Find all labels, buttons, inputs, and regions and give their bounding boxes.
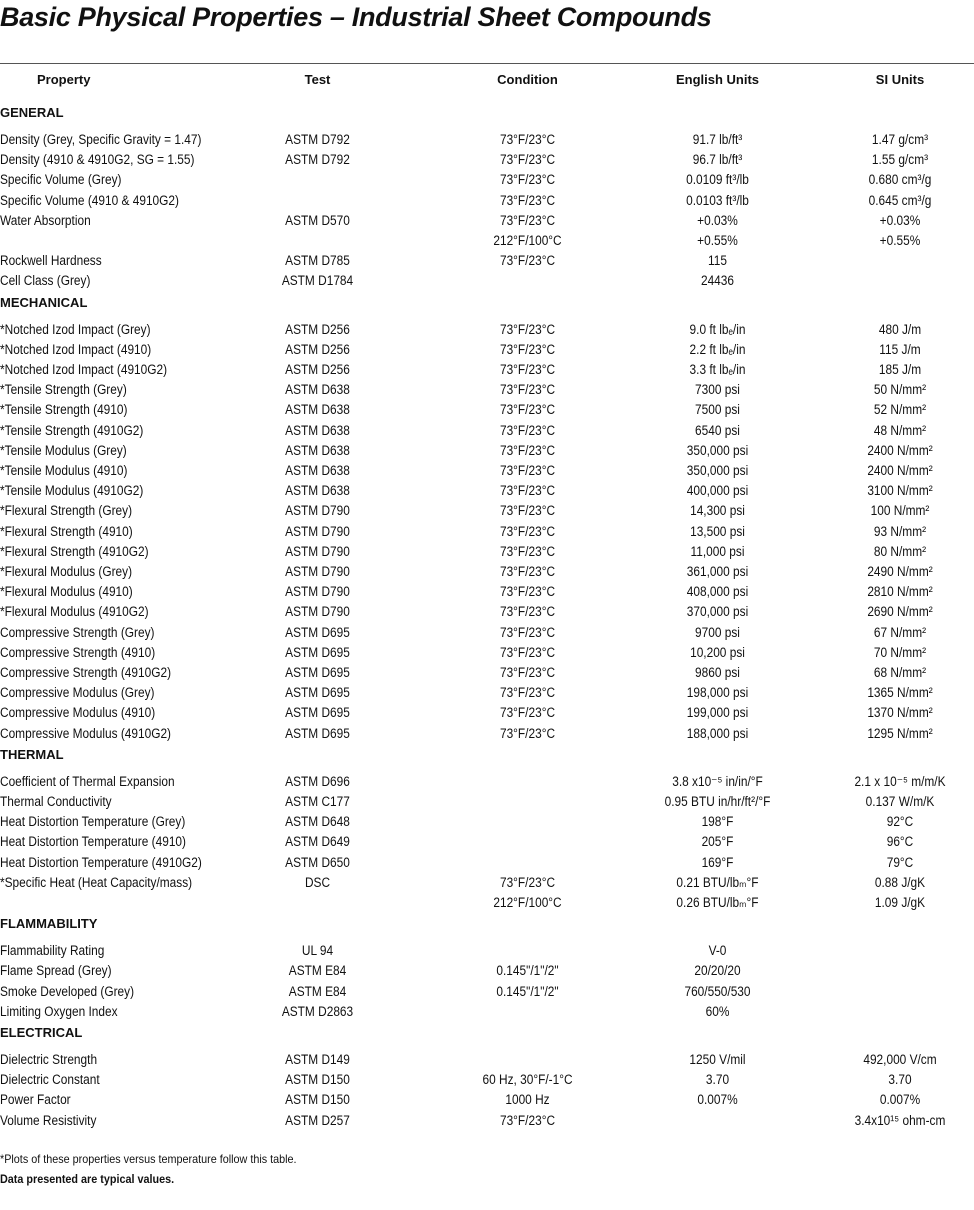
cell-english: 14,300 psi	[690, 503, 745, 519]
table-row	[0, 542, 974, 562]
cell-property: *Flexural Modulus (4910G2)	[0, 604, 149, 620]
cell-si: 67 N/mm²	[873, 624, 927, 640]
section-heading-flammability	[0, 914, 974, 934]
cell-property: Heat Distortion Temperature (Grey)	[0, 814, 186, 830]
cell-si: 52 N/mm²	[873, 402, 927, 418]
cell-condition: 0.145"/1"/2"	[496, 963, 559, 979]
table-row	[0, 1050, 974, 1070]
table-row	[0, 522, 974, 542]
cell-english: 0.0109 ft³/lb	[686, 172, 749, 188]
table-row	[0, 1070, 974, 1090]
cell-english: 115	[708, 253, 727, 269]
cell-property: *Tensile Modulus (4910)	[0, 463, 128, 478]
table-row	[0, 251, 974, 271]
cell-condition: 60 Hz, 30°F/-1°C	[482, 1072, 573, 1088]
cell-english: 0.26 BTU/lbₘ°F	[676, 895, 759, 910]
cell-property: Compressive Modulus (4910G2)	[0, 725, 172, 741]
cell-property: *Flexural Strength (4910G2)	[0, 543, 149, 559]
cell-condition: 73°F/23°C	[499, 341, 556, 357]
cell-english: 169°F	[701, 854, 734, 870]
cell-condition: 73°F/23°C	[499, 483, 556, 499]
cell-property: *Tensile Strength (Grey)	[0, 382, 127, 398]
section-label: THERMAL	[0, 746, 64, 762]
cell-property: Heat Distortion Temperature (4910)	[0, 834, 186, 850]
cell-condition: 73°F/23°C	[499, 212, 556, 228]
table-row	[0, 683, 974, 703]
cell-si: 2400 N/mm²	[867, 442, 933, 458]
cell-english: 6540 psi	[695, 422, 740, 438]
table-row	[0, 582, 974, 602]
cell-test: ASTM D256	[285, 362, 350, 377]
cell-english: 408,000 psi	[686, 584, 749, 600]
cell-property: *Notched Izod Impact (4910G2)	[0, 362, 168, 377]
table-header	[0, 70, 974, 90]
cell-condition: 73°F/23°C	[499, 874, 556, 890]
cell-test: ASTM D792	[285, 132, 350, 147]
section-heading-electrical	[0, 1023, 974, 1043]
cell-si: 1295 N/mm²	[867, 725, 933, 741]
cell-property: Coefficient of Thermal Expansion	[0, 773, 175, 789]
cell-property: *Notched Izod Impact (Grey)	[0, 321, 151, 337]
cell-english: 0.95 BTU in/hr/ft²/°F	[664, 794, 771, 809]
footnote-typical-values: Data presented are typical values.	[0, 1171, 175, 1186]
header-property: Property	[37, 72, 91, 87]
cell-test: ASTM D150	[285, 1072, 350, 1088]
cell-condition: 73°F/23°C	[499, 604, 556, 620]
section-heading-thermal	[0, 745, 974, 765]
cell-test: ASTM D790	[285, 564, 350, 579]
cell-si: 2.1 x 10⁻⁵ m/m/K	[854, 773, 946, 789]
cell-property: *Notched Izod Impact (4910)	[0, 341, 152, 357]
cell-english: 2.2 ft lbₑ/in	[689, 341, 746, 357]
cell-english: 91.7 lb/ft³	[692, 132, 743, 147]
table-row	[0, 400, 974, 420]
cell-property: Smoke Developed (Grey)	[0, 983, 135, 999]
cell-condition: 73°F/23°C	[499, 402, 556, 418]
cell-english: 3.70	[705, 1072, 730, 1088]
cell-si: 2810 N/mm²	[867, 584, 933, 600]
cell-english: 198,000 psi	[686, 685, 749, 701]
table-row	[0, 170, 974, 190]
table-row	[0, 481, 974, 501]
table-row	[0, 941, 974, 961]
cell-test: ASTM D150	[285, 1092, 350, 1108]
cell-property: Compressive Strength (Grey)	[0, 624, 155, 640]
cell-test: ASTM D695	[285, 685, 350, 701]
table-row	[0, 461, 974, 481]
section-label: ELECTRICAL	[0, 1025, 83, 1040]
cell-test: ASTM D790	[285, 604, 350, 620]
cell-condition: 73°F/23°C	[499, 152, 556, 168]
cell-condition: 73°F/23°C	[499, 192, 556, 208]
cell-test: UL 94	[301, 943, 334, 959]
cell-english: 199,000 psi	[686, 705, 749, 721]
cell-condition: 73°F/23°C	[499, 624, 556, 640]
table-row	[0, 1111, 974, 1131]
cell-test: ASTM E84	[288, 963, 347, 979]
table-row	[0, 441, 974, 461]
cell-property: Specific Volume (4910 & 4910G2)	[0, 192, 179, 208]
table-row	[0, 380, 974, 400]
cell-si: 70 N/mm²	[873, 644, 927, 660]
cell-si: +0.03%	[879, 212, 921, 228]
cell-test: ASTM D696	[285, 773, 350, 789]
table-row	[0, 231, 974, 251]
cell-condition: 0.145"/1"/2"	[496, 983, 559, 999]
cell-test: ASTM D648	[285, 814, 350, 830]
cell-english: 198°F	[701, 814, 734, 830]
cell-si: 0.645 cm³/g	[868, 192, 932, 208]
cell-si: 96°C	[886, 834, 914, 850]
table-row	[0, 663, 974, 683]
cell-english: 361,000 psi	[686, 564, 749, 579]
section-heading-mechanical	[0, 293, 974, 313]
cell-english: 3.3 ft lbₑ/in	[689, 362, 746, 377]
cell-test: ASTM D785	[285, 253, 350, 269]
cell-english: 350,000 psi	[686, 442, 749, 458]
cell-si: 100 N/mm²	[870, 503, 930, 519]
table-row	[0, 853, 974, 873]
cell-si: 1365 N/mm²	[867, 685, 933, 701]
cell-si: +0.55%	[879, 233, 921, 248]
cell-english: 400,000 psi	[686, 483, 749, 499]
cell-test: ASTM D149	[285, 1052, 350, 1067]
cell-property: *Flexural Modulus (4910)	[0, 584, 133, 600]
cell-si: 1.09 J/gK	[874, 895, 926, 910]
cell-si: 115 J/m	[879, 341, 921, 357]
cell-condition: 73°F/23°C	[499, 442, 556, 458]
cell-test: ASTM D638	[285, 463, 350, 478]
table-row	[0, 130, 974, 150]
cell-english: 0.0103 ft³/lb	[686, 192, 749, 208]
cell-condition: 73°F/23°C	[499, 382, 556, 398]
cell-si: 3.4x10¹⁵ ohm-cm	[854, 1112, 946, 1128]
table-row	[0, 703, 974, 723]
table-row	[0, 211, 974, 231]
cell-property: *Tensile Modulus (4910G2)	[0, 483, 144, 499]
cell-si: 0.680 cm³/g	[868, 172, 932, 188]
table-row	[0, 982, 974, 1002]
cell-test: ASTM D790	[285, 584, 350, 600]
cell-property: Compressive Strength (4910)	[0, 644, 156, 660]
footnote-plots: *Plots of these properties versus temperature follow this table.	[0, 1151, 297, 1166]
section-label: GENERAL	[0, 105, 64, 120]
cell-condition: 73°F/23°C	[499, 463, 556, 478]
cell-property: *Specific Heat (Heat Capacity/mass)	[0, 874, 193, 890]
cell-property: Density (4910 & 4910G2, SG = 1.55)	[0, 152, 195, 168]
cell-condition: 73°F/23°C	[499, 543, 556, 559]
cell-condition: 73°F/23°C	[499, 321, 556, 337]
cell-english: 24436	[700, 273, 735, 289]
cell-test: ASTM D792	[285, 152, 350, 168]
cell-condition: 73°F/23°C	[499, 665, 556, 680]
table-row	[0, 873, 974, 893]
table-row	[0, 961, 974, 981]
cell-test: ASTM D650	[285, 854, 350, 870]
cell-property: Specific Volume (Grey)	[0, 172, 122, 188]
cell-si: 68 N/mm²	[873, 665, 927, 680]
cell-condition: 73°F/23°C	[499, 705, 556, 721]
cell-si: 2490 N/mm²	[867, 564, 933, 579]
cell-test: ASTM D695	[285, 624, 350, 640]
cell-test: ASTM D790	[285, 503, 350, 519]
cell-condition: 73°F/23°C	[499, 644, 556, 660]
table-row	[0, 623, 974, 643]
cell-english: 13,500 psi	[690, 523, 745, 539]
cell-property: Rockwell Hardness	[0, 253, 102, 269]
cell-test: ASTM D695	[285, 644, 350, 660]
cell-property: Dielectric Strength	[0, 1052, 98, 1067]
cell-english: 96.7 lb/ft³	[692, 152, 743, 168]
table-row	[0, 562, 974, 582]
cell-property: Cell Class (Grey)	[0, 273, 91, 289]
cell-test: ASTM D256	[285, 341, 350, 357]
cell-condition: 73°F/23°C	[499, 132, 556, 147]
cell-english: 1250 V/mil	[689, 1052, 746, 1067]
cell-english: 9.0 ft lbₑ/in	[689, 321, 746, 337]
table-row	[0, 792, 974, 812]
cell-si: 185 J/m	[878, 362, 922, 377]
cell-property: *Tensile Strength (4910)	[0, 402, 128, 418]
cell-condition: 73°F/23°C	[499, 422, 556, 438]
cell-test: ASTM D570	[285, 212, 350, 228]
cell-condition: 73°F/23°C	[499, 253, 556, 269]
cell-si: 1370 N/mm²	[867, 705, 933, 721]
table-row	[0, 1002, 974, 1022]
cell-condition: 73°F/23°C	[499, 172, 556, 188]
cell-test: ASTM D790	[285, 543, 350, 559]
cell-si: 2690 N/mm²	[867, 604, 933, 620]
cell-english: 20/20/20	[694, 963, 741, 979]
cell-si: 3100 N/mm²	[867, 483, 933, 499]
table-row	[0, 893, 974, 913]
cell-si: 1.47 g/cm³	[871, 132, 929, 147]
cell-property: Dielectric Constant	[0, 1072, 100, 1088]
cell-condition: 1000 Hz	[505, 1092, 550, 1108]
cell-property: Water Absorption	[0, 212, 91, 228]
cell-test: ASTM D256	[285, 321, 350, 337]
table-row	[0, 320, 974, 340]
cell-english: 0.007%	[697, 1092, 738, 1108]
cell-si: 0.137 W/m/K	[865, 794, 935, 809]
cell-test: ASTM D790	[285, 523, 350, 539]
cell-property: Limiting Oxygen Index	[0, 1003, 118, 1019]
cell-si: 50 N/mm²	[873, 382, 927, 398]
section-heading-general	[0, 103, 974, 123]
cell-si: 80 N/mm²	[873, 543, 927, 559]
cell-condition: 73°F/23°C	[499, 523, 556, 539]
section-label: FLAMMABILITY	[0, 916, 98, 932]
cell-english: 10,200 psi	[690, 644, 745, 660]
cell-si: 492,000 V/cm	[863, 1052, 937, 1067]
cell-condition: 212°F/100°C	[493, 233, 562, 248]
cell-property: *Flexural Strength (Grey)	[0, 503, 133, 519]
header-rule	[0, 63, 974, 64]
cell-test: ASTM D695	[285, 665, 350, 680]
cell-english: 11,000 psi	[690, 543, 745, 559]
cell-english: V-0	[708, 943, 727, 959]
cell-english: 205°F	[701, 834, 734, 850]
cell-english: 60%	[705, 1003, 730, 1019]
cell-english: 3.8 x10⁻⁵ in/in/°F	[672, 773, 763, 789]
cell-property: Volume Resistivity	[0, 1112, 97, 1128]
cell-si: 79°C	[886, 854, 914, 870]
cell-si: 0.007%	[879, 1092, 921, 1108]
header-test: Test	[304, 72, 331, 87]
cell-property: *Tensile Strength (4910G2)	[0, 422, 144, 438]
cell-property: *Tensile Modulus (Grey)	[0, 442, 127, 458]
cell-property: Density (Grey, Specific Gravity = 1.47)	[0, 132, 202, 147]
cell-test: ASTM D2863	[281, 1003, 354, 1019]
table-row	[0, 501, 974, 521]
cell-test: ASTM D638	[285, 382, 350, 398]
cell-test: DSC	[304, 874, 331, 890]
cell-property: Flame Spread (Grey)	[0, 963, 112, 979]
cell-test: ASTM D257	[285, 1112, 350, 1128]
table-row	[0, 150, 974, 170]
cell-test: ASTM D638	[285, 422, 350, 438]
cell-property: Flammability Rating	[0, 943, 105, 959]
cell-english: +0.03%	[697, 212, 738, 228]
table-row	[0, 1090, 974, 1110]
cell-test: ASTM D695	[285, 725, 350, 741]
cell-property: *Flexural Strength (4910)	[0, 523, 133, 539]
page-title: Basic Physical Properties – Industrial Sheet Compounds	[0, 2, 712, 32]
cell-property: *Flexural Modulus (Grey)	[0, 564, 133, 579]
cell-english: 370,000 psi	[686, 604, 749, 620]
header-condition: Condition	[497, 72, 558, 87]
cell-english: 188,000 psi	[686, 725, 749, 741]
cell-test: ASTM C177	[285, 794, 350, 809]
section-label: MECHANICAL	[0, 294, 88, 310]
cell-condition: 73°F/23°C	[499, 362, 556, 377]
cell-condition: 73°F/23°C	[499, 564, 556, 579]
cell-property: Heat Distortion Temperature (4910G2)	[0, 854, 202, 870]
cell-condition: 73°F/23°C	[499, 503, 556, 519]
table-row	[0, 421, 974, 441]
table-row	[0, 724, 974, 744]
cell-si: 480 J/m	[878, 321, 922, 337]
cell-si: 0.88 J/gK	[874, 874, 926, 890]
cell-test: ASTM D638	[285, 483, 350, 499]
cell-si: 3.70	[888, 1072, 912, 1088]
cell-si: 2400 N/mm²	[867, 463, 933, 478]
cell-property: Thermal Conductivity	[0, 794, 112, 809]
cell-condition: 212°F/100°C	[493, 895, 562, 910]
cell-property: Compressive Modulus (4910)	[0, 705, 156, 721]
cell-condition: 73°F/23°C	[499, 584, 556, 600]
table-row	[0, 772, 974, 792]
cell-english: 760/550/530	[684, 983, 751, 999]
header-si-units: SI Units	[875, 72, 925, 87]
table-row	[0, 360, 974, 380]
table-row	[0, 643, 974, 663]
table-row	[0, 812, 974, 832]
cell-condition: 73°F/23°C	[499, 685, 556, 701]
cell-condition: 73°F/23°C	[499, 1112, 556, 1128]
cell-english: 0.21 BTU/lbₘ°F	[676, 874, 759, 890]
cell-english: 9860 psi	[695, 665, 740, 680]
cell-si: 48 N/mm²	[873, 422, 927, 438]
cell-english: 9700 psi	[695, 624, 740, 640]
cell-si: 92°C	[886, 814, 914, 830]
table-row	[0, 191, 974, 211]
cell-english: 7300 psi	[695, 382, 740, 398]
cell-test: ASTM D649	[285, 834, 350, 850]
cell-english: 350,000 psi	[686, 463, 749, 478]
cell-property: Compressive Modulus (Grey)	[0, 685, 155, 701]
cell-test: ASTM D638	[285, 402, 350, 418]
cell-english: +0.55%	[697, 233, 738, 248]
cell-si: 93 N/mm²	[873, 523, 927, 539]
cell-si: 1.55 g/cm³	[871, 152, 929, 168]
table-row	[0, 602, 974, 622]
table-row	[0, 340, 974, 360]
table-row	[0, 832, 974, 852]
cell-condition: 73°F/23°C	[499, 725, 556, 741]
cell-test: ASTM D1784	[281, 273, 354, 289]
table-row	[0, 271, 974, 291]
cell-test: ASTM D695	[285, 705, 350, 721]
header-english-units: English Units	[675, 72, 760, 87]
cell-test: ASTM D638	[285, 442, 350, 458]
cell-property: Compressive Strength (4910G2)	[0, 665, 172, 680]
cell-test: ASTM E84	[288, 983, 347, 999]
cell-property: Power Factor	[0, 1092, 71, 1108]
cell-english: 7500 psi	[695, 402, 740, 418]
